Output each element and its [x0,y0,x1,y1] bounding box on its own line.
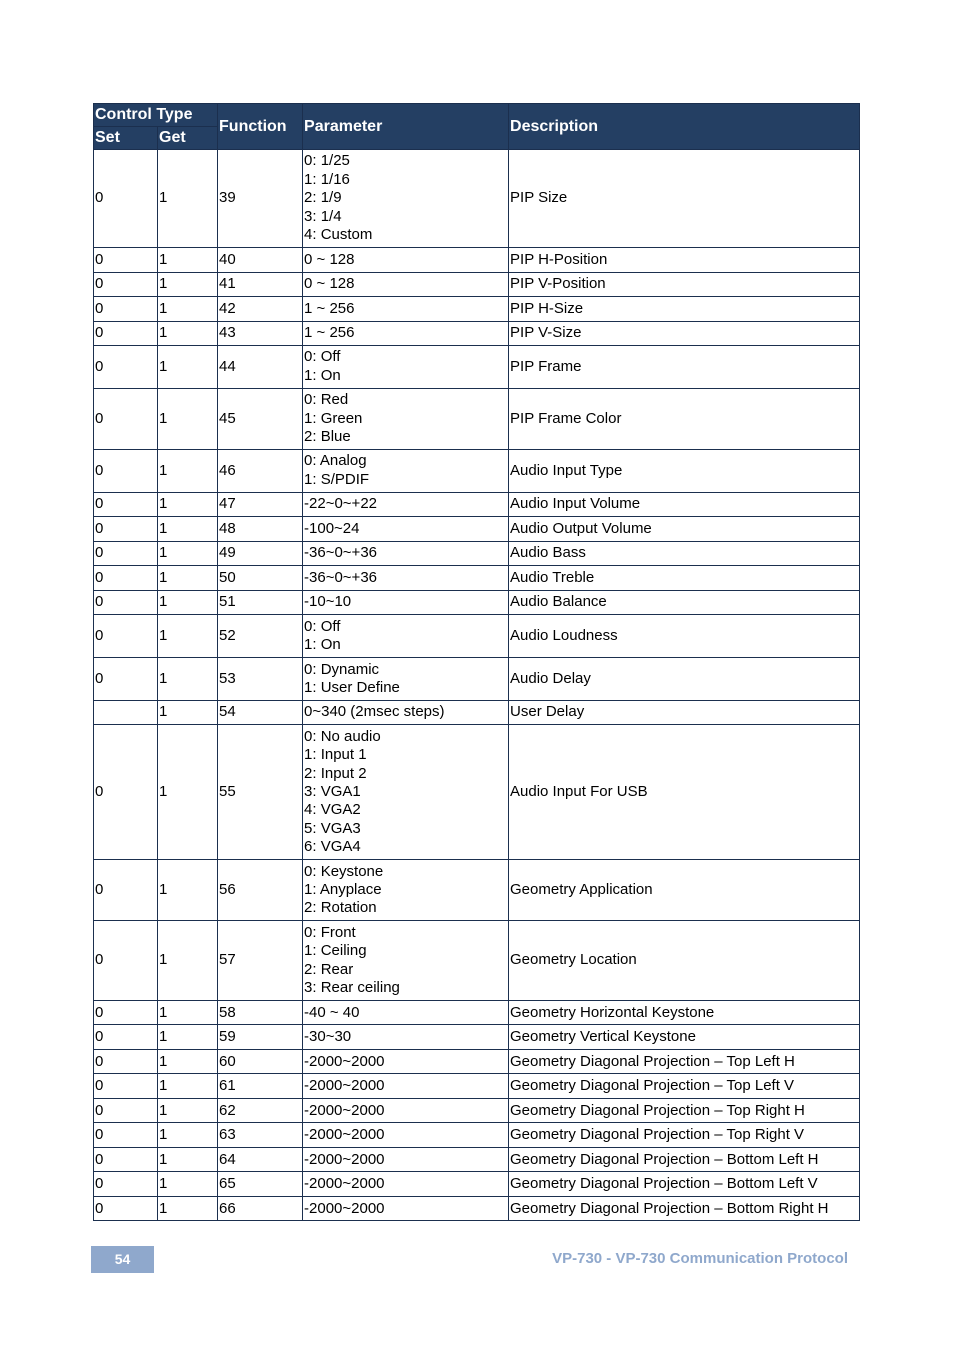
parameter-line: 6: VGA4 [304,838,361,856]
cell-set [94,700,158,725]
cell-description: Geometry Application [509,860,860,921]
parameter-line: 1 ~ 256 [304,324,355,342]
cell-parameter [303,590,509,615]
cell-function: 54 [218,700,303,725]
header-get: Get [158,127,218,150]
cell-description: Geometry Diagonal Projection – Bottom Left H [509,1147,860,1172]
table-row [94,1074,860,1099]
cell-set: 0 [94,1098,158,1123]
cell-get: 1 [158,1098,218,1123]
parameter-line: 2: Blue [304,428,351,446]
cell-function: 47 [218,492,303,517]
table-row [94,921,860,1001]
parameter-line: 1 ~ 256 [304,299,355,317]
parameter-line: -36~0~+36 [304,544,378,562]
cell-function: 39 [218,150,303,248]
cell-function: 49 [218,541,303,566]
cell-set: 0 [94,1196,158,1221]
header-description: Description [509,104,860,150]
cell-set: 0 [94,297,158,322]
parameter-line: -2000~2000 [304,1077,385,1094]
cell-parameter [303,1172,509,1197]
cell-get: 1 [158,1123,218,1148]
cell-description: PIP Frame [509,346,860,389]
parameter-line: 4: VGA2 [304,801,361,819]
table-row [94,1000,860,1025]
cell-parameter [303,1098,509,1123]
header-set: Set [94,127,158,150]
cell-set: 0 [94,1000,158,1025]
cell-description: PIP Frame Color [509,388,860,449]
cell-description: Geometry Location [509,921,860,1001]
cell-parameter [303,1000,509,1025]
cell-get: 1 [158,725,218,860]
header-function: Function [218,104,303,150]
parameter-line: -10~10 [304,593,352,611]
cell-parameter [303,388,509,449]
cell-parameter [303,725,509,860]
cell-parameter [303,1049,509,1074]
table-row [94,1123,860,1148]
cell-description: Audio Output Volume [509,517,860,542]
cell-function: 56 [218,860,303,921]
cell-get: 1 [158,1049,218,1074]
cell-set: 0 [94,449,158,492]
cell-parameter [303,517,509,542]
table-row [94,1196,860,1221]
cell-description: User Delay [509,700,860,725]
cell-function: 44 [218,346,303,389]
cell-description: Audio Treble [509,566,860,591]
parameter-line: 2: Input 2 [304,764,367,782]
table-row [94,566,860,591]
cell-description: Audio Input Type [509,449,860,492]
table-row [94,150,860,248]
page-number-badge: 54 [91,1246,154,1273]
cell-parameter [303,921,509,1001]
cell-parameter [303,492,509,517]
cell-set: 0 [94,1172,158,1197]
cell-parameter [303,1025,509,1050]
cell-set: 0 [94,321,158,346]
table-row [94,297,860,322]
cell-function: 62 [218,1098,303,1123]
cell-parameter [303,1123,509,1148]
table-row [94,1098,860,1123]
cell-parameter [303,860,509,921]
cell-get: 1 [158,321,218,346]
parameter-line: 4: Custom [304,226,373,244]
cell-set: 0 [94,248,158,273]
cell-description: Geometry Diagonal Projection – Bottom Right H [509,1196,860,1221]
cell-description: Geometry Diagonal Projection – Top Left H [509,1049,860,1074]
cell-get: 1 [158,449,218,492]
cell-description: PIP Size [509,150,860,248]
cell-set: 0 [94,658,158,701]
cell-set: 0 [94,860,158,921]
table-row [94,1147,860,1172]
header-control-type: Control Type [94,104,218,127]
cell-description: Audio Balance [509,590,860,615]
cell-description: PIP H-Position [509,248,860,273]
cell-description: Audio Bass [509,541,860,566]
cell-get: 1 [158,517,218,542]
cell-function: 43 [218,321,303,346]
cell-function: 64 [218,1147,303,1172]
cell-parameter [303,1074,509,1099]
parameter-line: 3: VGA1 [304,783,361,801]
cell-function: 53 [218,658,303,701]
parameter-line: 1: Anyplace [304,881,382,899]
protocol-table [93,103,860,1221]
parameter-line: 1: S/PDIF [304,470,370,488]
cell-set: 0 [94,1025,158,1050]
cell-set: 0 [94,346,158,389]
cell-get: 1 [158,297,218,322]
cell-parameter [303,700,509,725]
cell-description: Audio Delay [509,658,860,701]
cell-description: Geometry Vertical Keystone [509,1025,860,1050]
parameter-line: -40 ~ 40 [304,1003,360,1021]
cell-description: Audio Input For USB [509,725,860,860]
cell-function: 41 [218,272,303,297]
parameter-line: 0: No audio [304,727,381,745]
cell-description: Geometry Horizontal Keystone [509,1000,860,1025]
table-row [94,541,860,566]
cell-parameter [303,449,509,492]
cell-function: 66 [218,1196,303,1221]
footer-title: VP-730 - VP-730 Communication Protocol [552,1250,848,1267]
header-parameter: Parameter [303,104,509,150]
table-row [94,449,860,492]
cell-description: PIP V-Position [509,272,860,297]
table-row [94,860,860,921]
parameter-line: -2000~2000 [304,1175,385,1192]
table-row [94,321,860,346]
cell-set: 0 [94,566,158,591]
cell-get: 1 [158,248,218,273]
table-row [94,590,860,615]
cell-set: 0 [94,272,158,297]
cell-get: 1 [158,1000,218,1025]
cell-parameter [303,346,509,389]
table-row [94,1172,860,1197]
parameter-line: 0: Off [304,348,341,366]
parameter-line: 0: 1/25 [304,152,350,170]
cell-set: 0 [94,541,158,566]
cell-function: 55 [218,725,303,860]
cell-function: 63 [218,1123,303,1148]
cell-function: 57 [218,921,303,1001]
parameter-line: 1: Green [304,409,363,427]
parameter-line: 1: 1/16 [304,170,350,188]
cell-function: 60 [218,1049,303,1074]
table-row [94,272,860,297]
table-row [94,1049,860,1074]
table-row [94,725,860,860]
cell-get: 1 [158,1196,218,1221]
table-row [94,248,860,273]
table-row [94,1025,860,1050]
cell-function: 40 [218,248,303,273]
parameter-line: 2: Rear [304,960,354,978]
parameter-line: 1: On [304,366,341,384]
cell-parameter [303,1147,509,1172]
table-header [94,104,860,150]
parameter-line: 3: Rear ceiling [304,979,400,997]
parameter-line: 2: 1/9 [304,189,342,207]
cell-get: 1 [158,1147,218,1172]
table-row [94,346,860,389]
parameter-line: -100~24 [304,519,360,537]
parameter-line: 0 ~ 128 [304,250,355,268]
cell-parameter [303,658,509,701]
cell-set: 0 [94,615,158,658]
cell-description: Geometry Diagonal Projection – Top Right H [509,1098,860,1123]
cell-set: 0 [94,492,158,517]
parameter-line: -2000~2000 [304,1101,385,1119]
cell-function: 51 [218,590,303,615]
parameter-line: 0: Dynamic [304,660,380,678]
cell-parameter [303,150,509,248]
cell-get: 1 [158,590,218,615]
parameter-line: 2: Rotation [304,899,377,917]
cell-get: 1 [158,615,218,658]
cell-get: 1 [158,492,218,517]
table-row [94,517,860,542]
cell-get: 1 [158,1074,218,1099]
cell-description: Geometry Diagonal Projection – Bottom Left V [509,1172,860,1197]
table-row [94,388,860,449]
table-row [94,658,860,701]
cell-get: 1 [158,658,218,701]
cell-function: 61 [218,1074,303,1099]
cell-description: PIP V-Size [509,321,860,346]
cell-function: 48 [218,517,303,542]
cell-parameter [303,248,509,273]
parameter-line: 0~340 (2msec steps) [304,703,445,721]
cell-description: PIP H-Size [509,297,860,322]
cell-get: 1 [158,921,218,1001]
cell-set: 0 [94,388,158,449]
cell-get: 1 [158,388,218,449]
cell-function: 50 [218,566,303,591]
cell-function: 65 [218,1172,303,1197]
cell-function: 45 [218,388,303,449]
cell-parameter [303,615,509,658]
parameter-line: 1: Input 1 [304,746,367,764]
cell-parameter [303,1196,509,1221]
parameter-line: -30~30 [304,1028,352,1045]
cell-parameter [303,297,509,322]
cell-set: 0 [94,1074,158,1099]
cell-set: 0 [94,1049,158,1074]
cell-get: 1 [158,150,218,248]
cell-function: 52 [218,615,303,658]
cell-get: 1 [158,860,218,921]
cell-set: 0 [94,725,158,860]
parameter-line: 1: Ceiling [304,942,367,960]
parameter-line: 0: Red [304,391,349,409]
parameter-line: 1: User Define [304,678,400,696]
cell-get: 1 [158,566,218,591]
table-row [94,700,860,725]
cell-set: 0 [94,1147,158,1172]
cell-function: 46 [218,449,303,492]
parameter-line: 0: Analog [304,452,367,470]
cell-get: 1 [158,1172,218,1197]
parameter-line: 3: 1/4 [304,207,342,225]
cell-get: 1 [158,1025,218,1050]
cell-function: 59 [218,1025,303,1050]
cell-function: 58 [218,1000,303,1025]
cell-parameter [303,272,509,297]
parameter-line: 1: On [304,636,341,654]
cell-get: 1 [158,700,218,725]
cell-set: 0 [94,921,158,1001]
cell-parameter [303,541,509,566]
parameter-line: -2000~2000 [304,1126,385,1143]
cell-set: 0 [94,517,158,542]
parameter-line: -22~0~+22 [304,495,378,513]
parameter-line: 0 ~ 128 [304,275,355,293]
parameter-line: 0: Off [304,617,341,635]
cell-description: Audio Input Volume [509,492,860,517]
table-row [94,615,860,658]
cell-get: 1 [158,272,218,297]
cell-description: Audio Loudness [509,615,860,658]
cell-set: 0 [94,590,158,615]
cell-function: 42 [218,297,303,322]
cell-parameter [303,566,509,591]
cell-set: 0 [94,150,158,248]
table-row [94,492,860,517]
parameter-line: -2000~2000 [304,1199,385,1217]
cell-get: 1 [158,541,218,566]
parameter-line: -36~0~+36 [304,568,378,586]
parameter-line: 5: VGA3 [304,819,361,837]
cell-description: Geometry Diagonal Projection – Top Right V [509,1123,860,1148]
cell-parameter [303,321,509,346]
cell-get: 1 [158,346,218,389]
cell-set: 0 [94,1123,158,1148]
parameter-line: 0: Front [304,923,356,941]
parameter-line: 0: Keystone [304,862,384,880]
cell-description: Geometry Diagonal Projection – Top Left V [509,1074,860,1099]
table-body [94,150,860,1221]
parameter-line: -2000~2000 [304,1052,385,1070]
parameter-line: -2000~2000 [304,1150,385,1168]
